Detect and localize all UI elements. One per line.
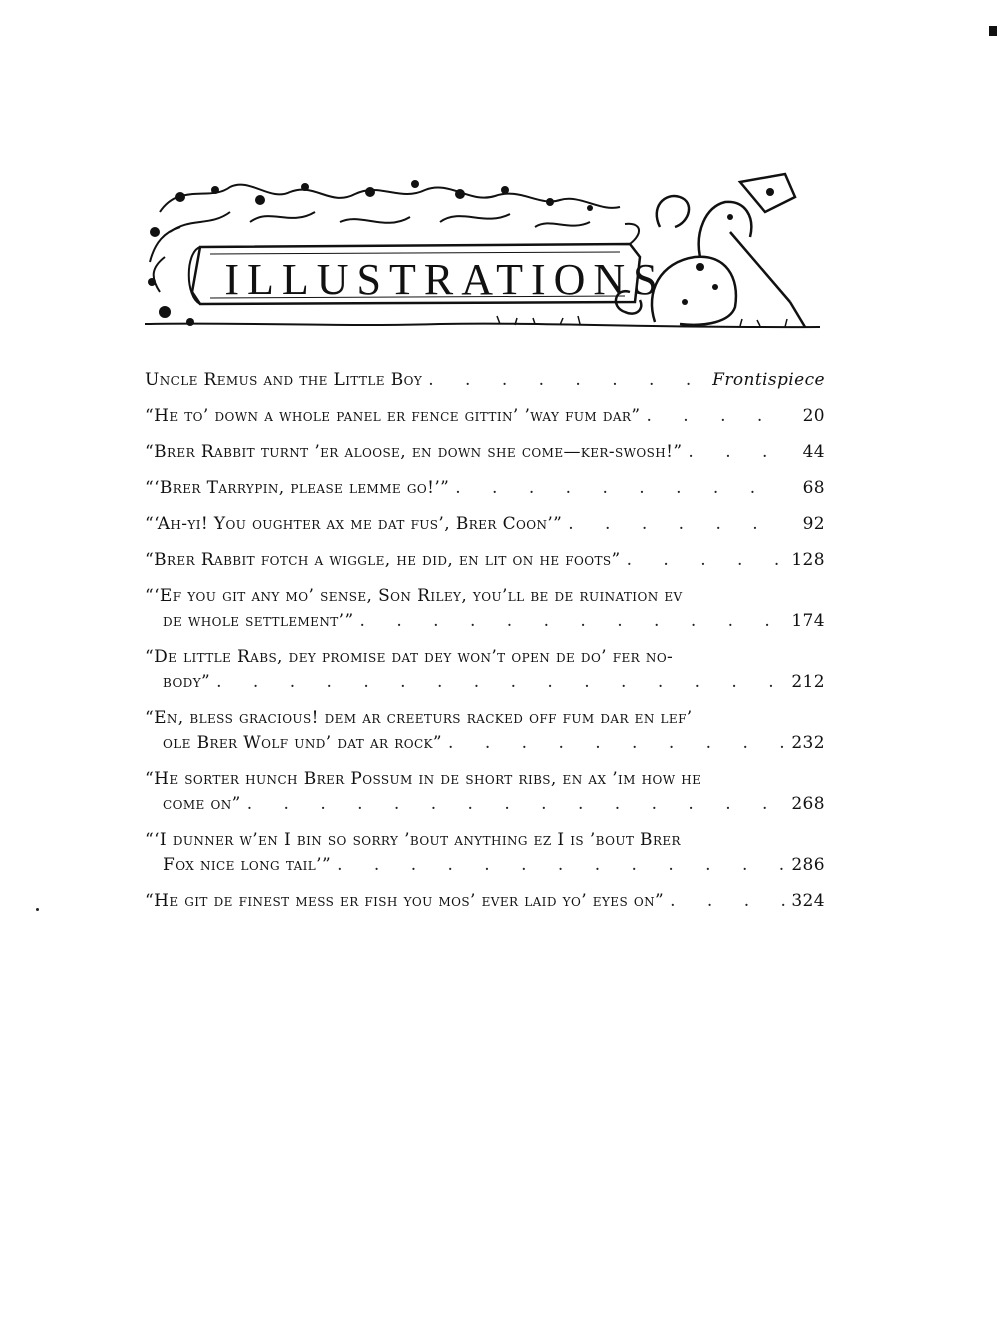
caption-text: “‘Ef you git any mo’ sense, Son Riley, you’ll be de ruination ev (145, 586, 683, 606)
caption-text: “‘Ah-yi! You oughter ax me dat fus’, Brer Coon’” (145, 514, 563, 534)
dot-leader (337, 853, 785, 878)
list-item (145, 767, 825, 817)
list-item (145, 828, 825, 878)
entry-line (145, 512, 825, 537)
page-number: 324 (791, 891, 825, 911)
dot-leader (568, 512, 787, 537)
list-item (145, 368, 825, 393)
list-item (145, 404, 825, 429)
caption-text: “En, bless gracious! dem ar creeturs racked off fum dar en lef’ (145, 708, 693, 728)
dot-leader (216, 670, 785, 695)
list-item (145, 440, 825, 465)
entry-line-continued (145, 792, 825, 817)
entry-line-continued (145, 853, 825, 878)
dot-leader (448, 731, 785, 756)
dot-leader (428, 368, 706, 393)
page-number: 174 (791, 611, 825, 631)
entry-line (145, 889, 825, 914)
caption-text: “Brer Rabbit fotch a wiggle, he did, en lit on he foots” (145, 550, 621, 570)
caption-text-continued: Fox nice long tail’” (163, 855, 332, 875)
page-number: 232 (791, 733, 825, 753)
caption-text: “‘I dunner w’en I bin so sorry ’bout anything ez I is ’bout Brer (145, 830, 681, 850)
caption-text-continued: de whole settlement’” (163, 611, 354, 631)
entry-line (145, 548, 825, 573)
corner-mark (989, 26, 997, 36)
page-number: 212 (791, 672, 825, 692)
list-item (145, 584, 825, 634)
caption-text-continued: body” (163, 672, 211, 692)
dot-leader (688, 440, 787, 465)
illustrations-list (145, 368, 825, 925)
caption-text: Uncle Remus and the Little Boy (145, 370, 423, 390)
page-number: 268 (791, 794, 825, 814)
dot-leader (670, 889, 785, 914)
entry-line-continued (145, 609, 825, 634)
stray-dot (36, 908, 39, 911)
entry-line (145, 706, 825, 731)
entry-line (145, 440, 825, 465)
page-title: ILLUSTRATIONS (224, 254, 666, 304)
caption-text: “De little Rabs, dey promise dat dey won’t open de do’ fer no- (145, 647, 674, 667)
entry-line (145, 584, 825, 609)
entry-line (145, 828, 825, 853)
page-number: 68 (802, 478, 825, 498)
caption-text: “‘Brer Tarrypin, please lemme go!’” (145, 478, 450, 498)
caption-text: “He to’ down a whole panel er fence gittin’ ’way fum dar” (145, 406, 641, 426)
page-number: 20 (802, 406, 825, 426)
dot-leader (627, 548, 786, 573)
page-number: Frontispiece (712, 370, 825, 390)
list-item (145, 645, 825, 695)
page-number: 128 (791, 550, 825, 570)
entry-line-continued (145, 731, 825, 756)
dot-leader (247, 792, 786, 817)
entry-line (145, 645, 825, 670)
entry-line (145, 368, 825, 393)
illustrations-headpiece (140, 172, 830, 337)
caption-text-continued: come on” (163, 794, 241, 814)
list-item (145, 548, 825, 573)
list-item (145, 476, 825, 501)
page-number: 44 (802, 442, 825, 462)
dot-leader (455, 476, 787, 501)
list-item (145, 706, 825, 756)
caption-text: “He sorter hunch Brer Possum in de short ribs, en ax ’im how he (145, 769, 702, 789)
list-item (145, 889, 825, 914)
caption-text: “Brer Rabbit turnt ’er aloose, en down she come—ker-swosh!” (145, 442, 683, 462)
entry-line (145, 767, 825, 792)
caption-text: “He git de finest mess er fish you mos’ ever laid yo’ eyes on” (145, 891, 665, 911)
entry-line (145, 404, 825, 429)
list-item (145, 512, 825, 537)
page-number: 286 (791, 855, 825, 875)
entry-line (145, 476, 825, 501)
page-number: 92 (802, 514, 825, 534)
dot-leader (646, 404, 787, 429)
entry-line-continued (145, 670, 825, 695)
caption-text-continued: ole Brer Wolf und’ dat ar rock” (163, 733, 443, 753)
dot-leader (360, 609, 786, 634)
